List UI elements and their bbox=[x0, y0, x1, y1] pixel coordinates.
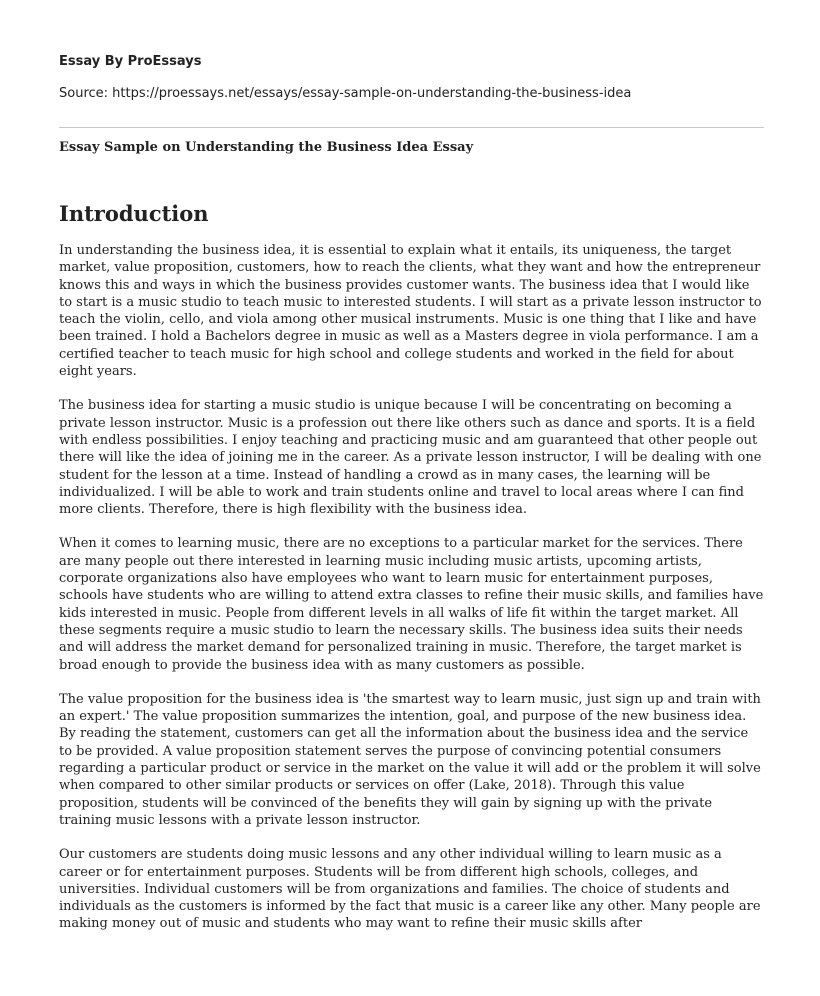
paragraph: The value proposition for the business idea is 'the smartest way to learn music, just sign up and train with an expert.' The value proposition summarizes the intention, goal, and purpose of the new business idea. By reading the statement, customers can get all the information about the business idea and the service to be provided. A value proposition statement serves the purpose of convincing potential consumers regarding a particular product or service in the market on the value it will add or the problem it will solve when compared to other similar products or services on offer (Lake, 2018). Through this value proposition, students will be convinced of the benefits they will gain by signing up with the private training music lessons with a private lesson instructor. bbox=[59, 691, 761, 828]
byline: Essay By ProEssays bbox=[59, 54, 202, 69]
essay-title: Essay Sample on Understanding the Business Idea Essay bbox=[59, 140, 474, 155]
paragraph: Our customers are students doing music lessons and any other individual willing to learn music as a career or for entertainment purposes. Students will be from different high schools, colleges, and universities. Individual customers will be from organizations and families. The choice of students and individuals as the customers is informed by the fact that music is a career like any other. Many people are making money out of music and students who may want to refine their music skills after bbox=[59, 847, 761, 932]
section-heading: Introduction bbox=[59, 201, 209, 226]
header-divider bbox=[59, 127, 764, 128]
paragraph: The business idea for starting a music studio is unique because I will be concentrating on becoming a private lesson instructor. Music is a profession out there like others such as dance and sports. It is a field with endless possibilities. I enjoy teaching and practicing music and am guaranteed that other people out there will like the idea of joining me in the career. As a private lesson instructor, I will be dealing with one student for the lesson at a time. Instead of handling a crowd as in many cases, the learning will be individualized. I will be able to work and train students online and travel to local areas where I can find more clients. Therefore, there is high flexibility with the business idea. bbox=[59, 398, 762, 518]
essay-body bbox=[59, 242, 764, 950]
paragraph: When it comes to learning music, there are no exceptions to a particular market for the services. There are many people out there interested in learning music including music artists, upcoming artists, corporate organizations also have employees who want to learn music for entertainment purposes, schools have students who are willing to attend extra classes to refine their music skills, and families have kids interested in music. People from different levels in all walks of life fit within the target market. All these segments require a music studio to learn the necessary skills. The business idea suits their needs and will address the market demand for personalized training in music. Therefore, the target market is broad enough to provide the business idea with as many customers as possible. bbox=[59, 536, 764, 673]
source-line: Source: https://proessays.net/essays/essay-sample-on-understanding-the-business-idea bbox=[59, 86, 632, 101]
paragraph: In understanding the business idea, it is essential to explain what it entails, its uniqueness, the target market, value proposition, customers, how to reach the clients, what they want and how the entrepreneur knows this and ways in which the business provides customer wants. The business idea that I would like to start is a music studio to teach music to interested students. I will start as a private lesson instructor to teach the violin, cello, and viola among other musical instruments. Music is one thing that I like and have been trained. I hold a Bachelors degree in music as well as a Masters degree in viola performance. I am a certified teacher to teach music for high school and college students and worked in the field for about eight years. bbox=[59, 243, 762, 380]
